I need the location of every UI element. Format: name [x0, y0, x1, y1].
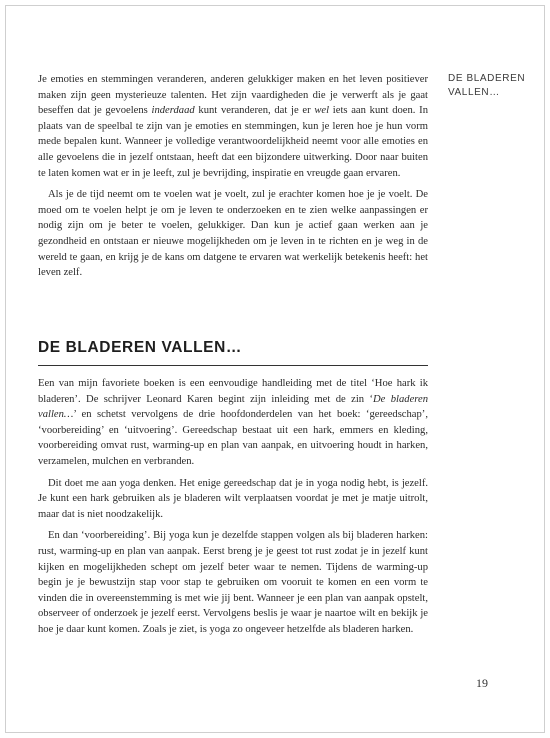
section-heading: DE BLADEREN VALLEN… [38, 335, 428, 366]
paragraph: En dan ‘voorbereiding’. Bij yoga kun je dezelfde stappen volgen als bij bladeren harken: rust, warming-up en plan van aanpak. Eerst breng je je geest tot rust zodat je in jezelf kunt kijken en mogelijkheden schept om jezelf beter waar te nemen. Tijdens de warming-up begin je je bewustzijn stap voor stap te gebruiken om vooruit te komen en een vorm te vinden die in overeenstemming is met wie jij bent. Wanneer je een plan van aanpak opstelt, observeer of onderzoek je jezelf eerst. Vervolgens beslis je waar je naartoe wilt en bekijk je hoe je daar kunt komen. Zoals je ziet, is yoga zo ongeveer hetzelfde als bladeren harken. [38, 530, 428, 635]
section-text [38, 376, 428, 638]
intro-text-column [38, 72, 428, 287]
paragraph: Als je de tijd neemt om te voelen wat je voelt, zul je erachter komen hoe je je voelt. De moed om te voelen helpt je om je leven te onderzoeken en te zien welke aanpassingen er nodig zijn om je beter te voelen, gelukkiger. Dan kun je actief gaan werken aan je gezondheid en ontstaan er nieuwe mogelijkheden om je leven in te richten en je weg in de wereld te gaan, en krijg je de kans om datgene te ervaren wat werkelijk betekenis heeft: het leven zelf. [38, 189, 428, 279]
running-side-heading: DE BLADEREN VALLEN… [448, 73, 526, 98]
section-bladeren-vallen [38, 335, 428, 644]
paragraph: Dit doet me aan yoga denken. Het enige gereedschap dat je in yoga nodig hebt, is jezelf. Je kunt een hark gebruiken als je bladeren wilt verplaatsen voordat je met je matje uitrolt, maar dat is niet noodzakelijk. [38, 477, 428, 520]
page-number: 19 [476, 676, 488, 690]
paragraph: Een van mijn favoriete boeken is een eenvoudige handleiding met de titel ‘Hoe hark ik bladeren’. De schrijver Leonard Karen begint zijn inleiding met de zin ‘De bladeren vallen…’ en schetst vervolgens de drie hoofdonderdelen van het boek: ‘gereedschap’, ‘voorbereiding’ en ‘uitvoering’. Gereedschap bestaat uit een hark, emmers en kleding, voorbereiding omvat rust, warming-up en plan van aanpak, en uitvoering houdt in harken, verzamelen, mulchen en verbranden. [38, 378, 428, 467]
paragraph: Je emoties en stemmingen veranderen, anderen gelukkiger maken en het leven positiever maken zijn geen mysterieuze talenten. Het zijn vaardigheden die je verwerft als je gaat beseffen dat je gevoelens inderdaad kunt veranderen, dat je er wel iets aan kunt doen. In plaats van de speelbal te zijn van je emoties en stemmingen, kun je leren hoe je hun vorm mede bepalen kunt. Wanneer je volledige verantwoordelijkheid neemt voor alle emoties en alle gevoelens die in jezelf ontstaan, heeft dat een bijzondere uitwerking. Door naar buiten te laten komen wat er in je leeft, zul je bevrijding, inspiratie en vreugde gaan ervaren. [38, 74, 428, 179]
